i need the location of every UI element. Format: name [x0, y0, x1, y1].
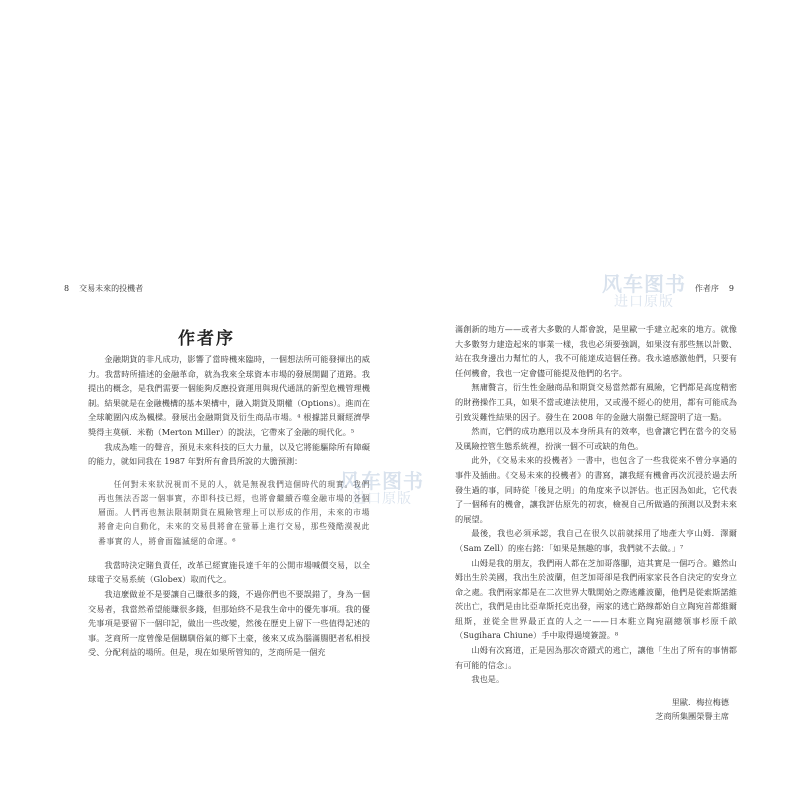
- left-running-header: [64, 283, 143, 294]
- paragraph: 無庸贅言，衍生性金融商品和期貨交易當然都有風險，它們都是高度精密的財務操作工具，如果不當或違法使用，又或漫不經心的使用，都有可能成為引致災難性結果的因子。發生在 2008 年的金融大崩盤已經證明了這一點。: [455, 382, 737, 422]
- paragraph: 我也是。: [471, 674, 505, 685]
- paragraph: 我當時決定賭負責任，改革已經實施長達千年的公開市場喊價交易，以全球電子交易系統（Globex）取而代之。: [88, 559, 370, 585]
- right-header-title: 作者序: [694, 284, 719, 293]
- left-body-text: [88, 352, 370, 660]
- right-body-text: [455, 322, 737, 724]
- right-page-number: 9: [728, 284, 734, 293]
- chapter-title: 作者序: [178, 329, 235, 349]
- watermark-main-text: 风车图书: [340, 469, 424, 493]
- paragraph: 山姆是我的朋友，我們兩人都在芝加哥落腳，這其實是一個巧合。雖然山姆出生於美國，我出生於波蘭，但芝加哥卻是我們兩家家長各自決定的安身立命之處。我們兩家都是在二次世界大戰開始之際逃離波蘭，他們是從索斯諾維茨出亡，我們是由比亞韋斯托克出發，兩家的逃亡路線都始自立陶宛首都維爾紐斯，並從全世界最正直的人之一——日本駐立陶宛副總領事杉原千畝（Sugihara Chiune）手中取得過境簽證。⁸: [455, 557, 737, 641]
- watermark-main-text: 风车图书: [602, 272, 686, 296]
- paragraph: 然而，它們的成功應用以及本身所具有的效率，也會讓它們在當今的交易及風險控管生態系統裡，扮演一個不可或缺的角色。: [455, 426, 737, 451]
- paragraph: 此外，《交易未來的投機者》一書中，也包含了一些我從來不曾分享過的事件及插曲。《交易未來的投機者》的書寫，讓我經有機會再次沉浸於過去所發生過的事，同時從「後見之明」的角度來予以評估。也正因為如此，它代表了一個稀有的機會，讓我評估原先的初衷，檢視自己所做過的預測以及對未來的展望。: [455, 455, 737, 524]
- paragraph: 我這麼做並不是要讓自己賺很多的錢，不過你們也不要誤錯了，身為一個交易者，我當然希望能賺很多錢，但那始終不是我生命中的優先事項。我的優先事項是要留下一個印記，做出一些改變，然後在歷史上留下一些值得記述的事。芝商所一度曾像是個購馴俗氣的鄉下土豪，後來又成為腦滿腸肥者私相授受、分配利益的場所。但是，現在如果所管知的，芝商所是一個充: [88, 588, 370, 658]
- paragraph: 金融期貨的非凡成功，影響了當時機來臨時，一個想法所可能發揮出的威力。我當時所描述的金融革命，就為我來全球資本市場的發展開闢了道路。我提出的概念，是我們需要一個能夠反應投資運用與現代通訊的新型危機管理機制。結果就是在金融機構的基本架構中，融入期貨及期權（Options）。進而在全球範圍內成為楓樑。發展出金融期貨及衍生商品市場。⁴ 根據諾貝爾經濟學獎得主莫頓．米勒（Merton Miller）的說法，它帶來了金融的現代化。⁵: [88, 354, 370, 437]
- right-running-header: [695, 283, 734, 294]
- watermark-sub-text: 进口原版: [352, 491, 412, 507]
- paragraph: 我成為唯一的聲音，預見未來科技的巨大力量，以及它將能驅除所有障礙的能力，就如同我在 1987 年對所有會員所說的大膽預測：: [88, 441, 370, 467]
- paragraph: 滿創新的地方——或者大多數的人都會說，是里歐一手建立起來的地方。就像大多數努力建造起來的事業一樣，我也必須要強調，如果沒有那些無以計數、站在我身邊出力幫忙的人，我不可能達成這個任務。我永遠感激他們，只要有任何機會，我也一定會儘可能提及他們的名字。: [455, 324, 737, 378]
- left-header-title: 交易未來的投機者: [79, 284, 144, 293]
- left-page-number: 8: [64, 284, 70, 293]
- watermark-sub-text: 进口原版: [614, 294, 674, 310]
- block-quote: 任何對未來狀況視而不見的人，就是無視我們這個時代的現實。我們再也無法否認一個事實，亦即科技已經，也將會繼續吞噬金融市場的各個層面。人們再也無法限制期貨在風險管理上可以形成的作用，未來的市場將會走向自動化，未來的交易員將會在螢幕上進行交易，那些殘酷漠視此番事實的人，將會面臨滅絕的命運。⁶: [98, 479, 370, 546]
- signature-name: 里歐．梅拉梅德: [671, 696, 729, 707]
- signature-title: 芝商所集團榮譽主席: [655, 711, 729, 722]
- right-page: [400, 0, 800, 800]
- paragraph: 最後，我也必須承認，我自己在很久以前就採用了地產大亨山姆．澤爾（Sam Zell）的座右銘：「如果是無趣的事，我們就不去做。」⁷: [455, 528, 737, 553]
- paragraph: 山姆有次寫道，正是因為那次奇蹟式的逃亡，讓他「生出了所有的事情都有可能的信念」。: [455, 645, 737, 670]
